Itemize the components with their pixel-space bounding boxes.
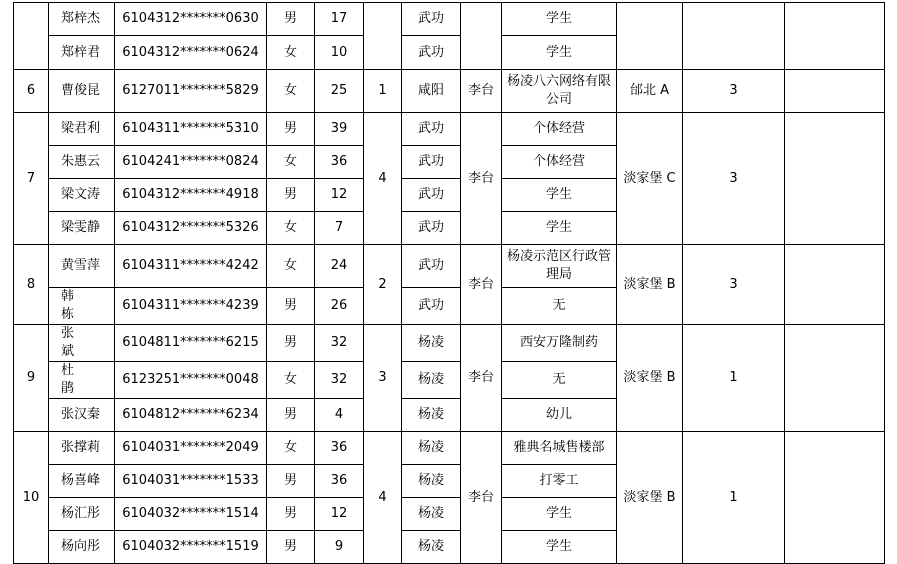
job-cell: 学生	[502, 3, 617, 36]
place-cell: 武功	[402, 179, 461, 212]
job-cell: 无	[502, 288, 617, 325]
town-cell: 李台	[461, 432, 502, 564]
town-cell: 李台	[461, 245, 502, 325]
count-cell: 1	[364, 70, 402, 113]
id-cell: 6104312*******0624	[115, 36, 267, 70]
place-cell: 杨凌	[402, 432, 461, 465]
name-cell: 杨喜峰	[49, 465, 115, 498]
job-cell: 打零工	[502, 465, 617, 498]
num-cell: 3	[683, 245, 785, 325]
age-cell: 12	[315, 179, 364, 212]
id-cell: 6104312*******5326	[115, 212, 267, 245]
gender-cell: 女	[267, 245, 315, 288]
id-cell: 6104311*******5310	[115, 113, 267, 146]
gender-cell: 女	[267, 36, 315, 70]
job-cell: 学生	[502, 179, 617, 212]
site-cell: 淡家堡 C	[617, 113, 683, 245]
town-cell: 李台	[461, 325, 502, 432]
id-cell: 6104311*******4242	[115, 245, 267, 288]
place-cell: 咸阳	[402, 70, 461, 113]
place-cell: 武功	[402, 36, 461, 70]
age-cell: 32	[315, 362, 364, 399]
place-cell: 武功	[402, 212, 461, 245]
job-cell: 学生	[502, 498, 617, 531]
gender-cell: 男	[267, 179, 315, 212]
age-cell: 10	[315, 36, 364, 70]
name-cell: 梁雯静	[49, 212, 115, 245]
num-cell	[683, 3, 785, 70]
age-cell: 26	[315, 288, 364, 325]
place-cell: 武功	[402, 288, 461, 325]
place-cell: 杨凌	[402, 498, 461, 531]
table-row	[14, 432, 885, 465]
name-cell: 郑梓君	[49, 36, 115, 70]
id-cell: 6127011*******5829	[115, 70, 267, 113]
site-cell: 淡家堡 B	[617, 325, 683, 432]
age-cell: 36	[315, 146, 364, 179]
blank-cell	[785, 245, 885, 325]
residents-table	[13, 2, 885, 564]
id-cell: 6104032*******1514	[115, 498, 267, 531]
blank-cell	[785, 325, 885, 432]
gender-cell: 女	[267, 146, 315, 179]
no-cell: 6	[14, 70, 49, 113]
place-cell: 武功	[402, 3, 461, 36]
age-cell: 32	[315, 325, 364, 362]
place-cell: 杨凌	[402, 465, 461, 498]
place-cell: 杨凌	[402, 399, 461, 432]
gender-cell: 男	[267, 3, 315, 36]
town-cell: 李台	[461, 70, 502, 113]
age-cell: 39	[315, 113, 364, 146]
job-cell: 雅典名城售楼部	[502, 432, 617, 465]
count-cell: 2	[364, 245, 402, 325]
job-cell: 个体经营	[502, 146, 617, 179]
no-cell: 7	[14, 113, 49, 245]
age-cell: 9	[315, 531, 364, 564]
table-row	[14, 70, 885, 113]
gender-cell: 女	[267, 212, 315, 245]
job-cell: 学生	[502, 531, 617, 564]
table-row	[14, 245, 885, 288]
gender-cell: 男	[267, 498, 315, 531]
blank-cell	[785, 3, 885, 70]
gender-cell: 男	[267, 531, 315, 564]
gender-cell: 女	[267, 70, 315, 113]
num-cell: 3	[683, 70, 785, 113]
job-cell: 杨凌八六网络有限公司	[502, 70, 617, 113]
age-cell: 4	[315, 399, 364, 432]
job-cell: 幼儿	[502, 399, 617, 432]
id-cell: 6104811*******6215	[115, 325, 267, 362]
blank-cell	[785, 70, 885, 113]
count-cell: 3	[364, 325, 402, 432]
age-cell: 12	[315, 498, 364, 531]
name-cell: 黄雪萍	[49, 245, 115, 288]
name-cell: 梁文涛	[49, 179, 115, 212]
no-cell: 10	[14, 432, 49, 564]
table-row	[14, 325, 885, 362]
blank-cell	[785, 432, 885, 564]
town-cell: 李台	[461, 113, 502, 245]
job-cell: 无	[502, 362, 617, 399]
num-cell: 1	[683, 432, 785, 564]
table-row	[14, 113, 885, 146]
age-cell: 7	[315, 212, 364, 245]
place-cell: 杨凌	[402, 325, 461, 362]
place-cell: 武功	[402, 245, 461, 288]
gender-cell: 男	[267, 113, 315, 146]
name-cell: 梁君利	[49, 113, 115, 146]
gender-cell: 男	[267, 325, 315, 362]
site-cell	[617, 3, 683, 70]
age-cell: 17	[315, 3, 364, 36]
no-cell: 8	[14, 245, 49, 325]
name-cell: 杨向彤	[49, 531, 115, 564]
place-cell: 武功	[402, 146, 461, 179]
count-cell: 4	[364, 113, 402, 245]
gender-cell: 女	[267, 362, 315, 399]
name-cell: 张 斌	[49, 325, 115, 362]
gender-cell: 女	[267, 432, 315, 465]
name-cell: 韩 栋	[49, 288, 115, 325]
id-cell: 6104311*******4239	[115, 288, 267, 325]
name-cell: 朱惠云	[49, 146, 115, 179]
site-cell: 邰北 A	[617, 70, 683, 113]
id-cell: 6104312*******4918	[115, 179, 267, 212]
name-cell: 张撑莉	[49, 432, 115, 465]
place-cell: 杨凌	[402, 362, 461, 399]
num-cell: 1	[683, 325, 785, 432]
town-cell	[461, 3, 502, 70]
table-row	[14, 3, 885, 36]
id-cell: 6104031*******1533	[115, 465, 267, 498]
site-cell: 淡家堡 B	[617, 432, 683, 564]
id-cell: 6104031*******2049	[115, 432, 267, 465]
job-cell: 学生	[502, 36, 617, 70]
id-cell: 6104241*******0824	[115, 146, 267, 179]
id-cell: 6104812*******6234	[115, 399, 267, 432]
name-cell: 张汉秦	[49, 399, 115, 432]
id-cell: 6104312*******0630	[115, 3, 267, 36]
id-cell: 6104032*******1519	[115, 531, 267, 564]
num-cell: 3	[683, 113, 785, 245]
age-cell: 25	[315, 70, 364, 113]
job-cell: 个体经营	[502, 113, 617, 146]
place-cell: 武功	[402, 113, 461, 146]
place-cell: 杨凌	[402, 531, 461, 564]
id-cell: 6123251*******0048	[115, 362, 267, 399]
no-cell: 9	[14, 325, 49, 432]
no-cell	[14, 3, 49, 70]
age-cell: 36	[315, 432, 364, 465]
name-cell: 郑梓杰	[49, 3, 115, 36]
count-cell	[364, 3, 402, 70]
name-cell: 曹俊昆	[49, 70, 115, 113]
name-cell: 杜 鹃	[49, 362, 115, 399]
age-cell: 24	[315, 245, 364, 288]
blank-cell	[785, 113, 885, 245]
site-cell: 淡家堡 B	[617, 245, 683, 325]
job-cell: 西安万隆制药	[502, 325, 617, 362]
age-cell: 36	[315, 465, 364, 498]
gender-cell: 男	[267, 465, 315, 498]
count-cell: 4	[364, 432, 402, 564]
gender-cell: 男	[267, 288, 315, 325]
name-cell: 杨汇彤	[49, 498, 115, 531]
job-cell: 学生	[502, 212, 617, 245]
job-cell: 杨凌示范区行政管理局	[502, 245, 617, 288]
gender-cell: 男	[267, 399, 315, 432]
